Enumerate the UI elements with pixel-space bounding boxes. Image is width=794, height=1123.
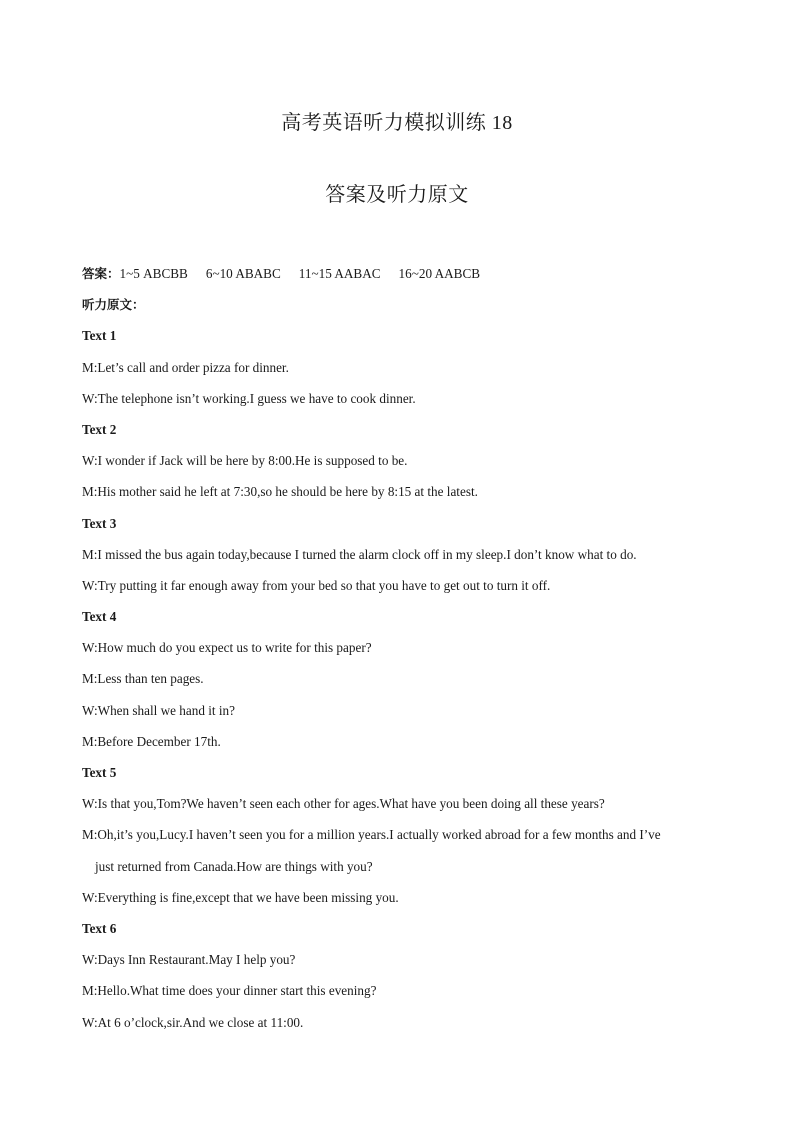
dialogue-line-continuation: just returned from Canada.How are things with you? <box>95 858 373 874</box>
dialogue-line: W:I wonder if Jack will be here by 8:00.He is supposed to be. <box>82 453 408 469</box>
text-heading: Text 3 <box>82 515 117 531</box>
answer-group: 11~15 AABAC <box>298 266 381 281</box>
dialogue-line: M:Hello.What time does your dinner start this evening? <box>82 983 377 999</box>
dialogue-line: M:Let’s call and order pizza for dinner. <box>82 359 289 375</box>
dialogue-line: W:How much do you expect us to write for this paper? <box>82 640 372 656</box>
answer-group: 16~20 AABCB <box>398 266 481 281</box>
answers-label: 答案： <box>82 266 120 281</box>
text-heading: Text 5 <box>82 765 117 780</box>
dialogue-line: M:Before December 17th. <box>82 733 221 749</box>
dialogue-line: W:Is that you,Tom?We haven’t seen each other for ages.What have you been doing all these years? <box>82 796 605 812</box>
dialogue-line: M:Less than ten pages. <box>82 671 204 687</box>
dialogue-line: W:Everything is fine,except that we have been missing you. <box>82 889 399 905</box>
document-body <box>82 258 722 1038</box>
dialogue-line: M:His mother said he left at 7:30,so he should be here by 8:15 at the latest. <box>82 484 478 500</box>
text-heading: Text 2 <box>82 421 117 437</box>
dialogue-line: W:Days Inn Restaurant.May I help you? <box>82 952 296 968</box>
dialogue-line: M:Oh,it’s you,Lucy.I haven’t seen you for a million years.I actually worked abroad for a few months and I’ve <box>82 827 661 843</box>
page-subtitle: 答案及听力原文 <box>325 184 469 206</box>
page-title: 高考英语听力模拟训练 18 <box>281 112 513 134</box>
text-heading: Text 1 <box>82 328 117 344</box>
text-heading: Text 4 <box>82 609 117 625</box>
answer-group: 6~10 ABABC <box>205 266 281 281</box>
dialogue-line: W:Try putting it far enough away from your bed so that you have to get out to turn it off. <box>82 577 551 593</box>
answer-key <box>82 258 722 289</box>
dialogue-line: M:I missed the bus again today,because I turned the alarm clock off in my sleep.I don’t know what to do. <box>82 546 637 562</box>
dialogue-line: W:At 6 o’clock,sir.And we close at 11:00. <box>82 1014 304 1030</box>
transcript-label: 听力原文： <box>82 297 145 313</box>
answer-group: 1~5 ABCBB <box>119 266 188 281</box>
dialogue-line: W:When shall we hand it in? <box>82 702 235 718</box>
text-heading: Text 6 <box>82 920 117 936</box>
dialogue-line: W:The telephone isn’t working.I guess we have to cook dinner. <box>82 390 416 406</box>
